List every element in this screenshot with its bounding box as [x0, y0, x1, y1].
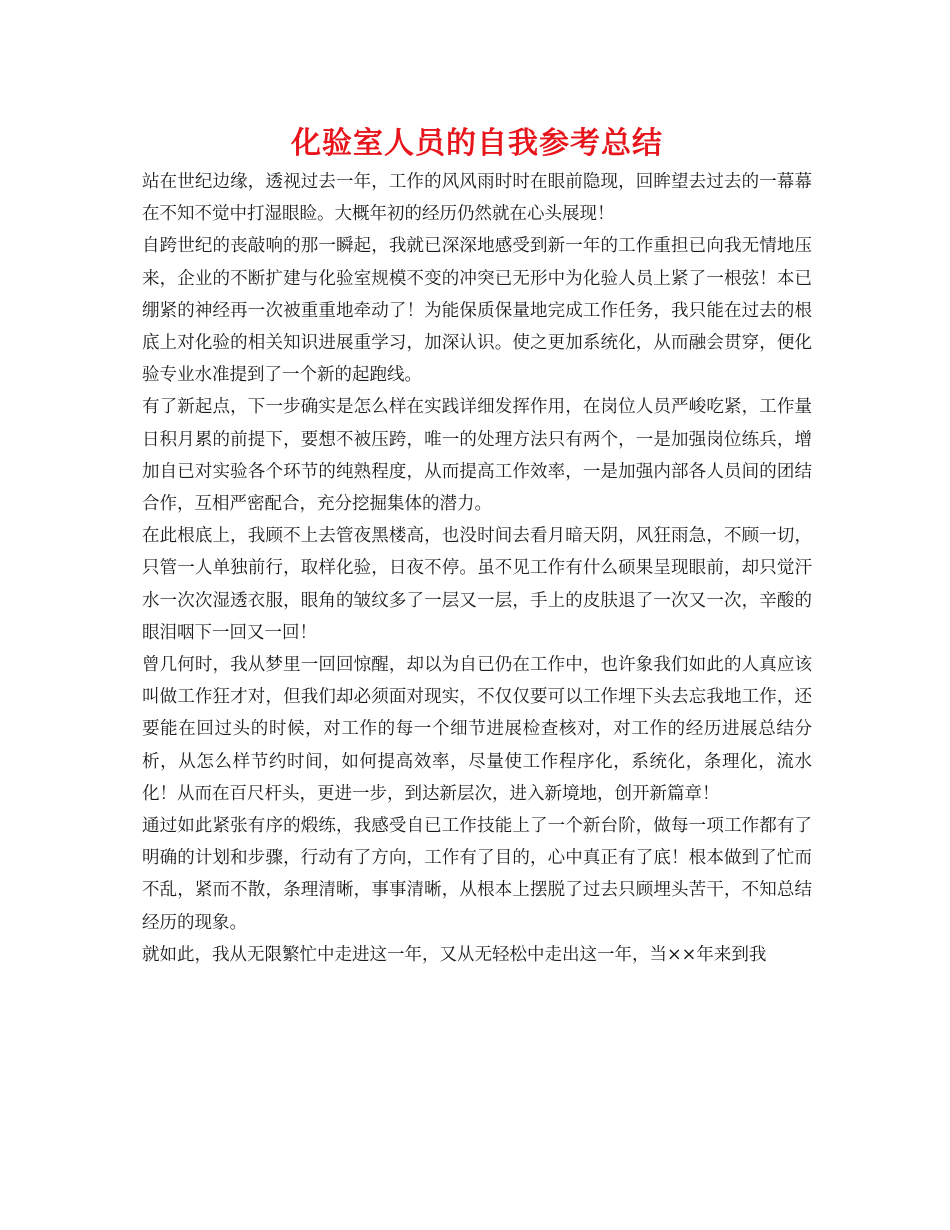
document-page [142, 122, 812, 971]
paragraph: 自跨世纪的丧敲响的那一瞬起，我就已深深地感受到新一年的工作重担已向我无情地压来，企业的不断扩建与化验室规模不变的冲突已无形中为化验人员上紧了一根弦！本已绷紧的神经再一次被重重地牵动了！为能保质保量地完成工作任务，我只能在过去的根底上对化验的相关知识进展重学习，加深认识。使之更加系统化，从而融会贯穿，便化验专业水准提到了一个新的起跑线。 [142, 236, 812, 386]
document-body [142, 166, 812, 971]
document-title: 化验室人员的自我参考总结 [291, 126, 663, 161]
paragraph: 站在世纪边缘，透视过去一年，工作的风风雨时时在眼前隐现，回眸望去过去的一幕幕在不知不觉中打湿眼睑。大概年初的经历仍然就在心头展现！ [142, 172, 812, 225]
paragraph: 通过如此紧张有序的煅练，我感受自已工作技能上了一个新台阶，做每一项工作都有了明确的计划和步骤，行动有了方向，工作有了目的，心中真正有了底！根本做到了忙而不乱，紧而不散，条理清晰，事事清晰，从根本上摆脱了过去只顾埋头苦干，不知总结经历的现象。 [142, 816, 812, 933]
paragraph: 有了新起点，下一步确实是怎么样在实践详细发挥作用，在岗位人员严峻吃紧，工作量日积月累的前提下，要想不被压跨，唯一的处理方法只有两个，一是加强岗位练兵，增加自已对实验各个环节的纯熟程度，从而提高工作效率，一是加强内部各人员间的团结合作，互相严密配合，充分挖掘集体的潜力。 [142, 397, 812, 515]
paragraph: 就如此，我从无限繁忙中走进这一年，又从无轻松中走出这一年，当××年来到我 [142, 944, 767, 965]
paragraph: 曾几何时，我从梦里一回回惊醒，却以为自已仍在工作中，也许象我们如此的人真应该叫做工作狂才对，但我们却必须面对现实，不仅仅要可以工作埋下头去忘我地工作，还要能在回过头的时候，对工作的每一个细节进展检查核对，对工作的经历进展总结分析，从怎么样节约时间，如何提高效率，尽量使工作程序化，系统化，条理化，流水化！从而在百尺杆头，更进一步，到达新层次，进入新境地，创开新篇章！ [142, 655, 812, 804]
paragraph: 在此根底上，我顾不上去管夜黑楼高，也没时间去看月暗天阴，风狂雨急，不顾一切，只管一人单独前行，取样化验，日夜不停。虽不见工作有什么硕果呈现眼前，却只觉汗水一次次湿透衣服，眼角的皱纹多了一层又一层，手上的皮肤退了一次又一次，辛酸的眼泪咽下一回又一回！ [142, 526, 812, 643]
